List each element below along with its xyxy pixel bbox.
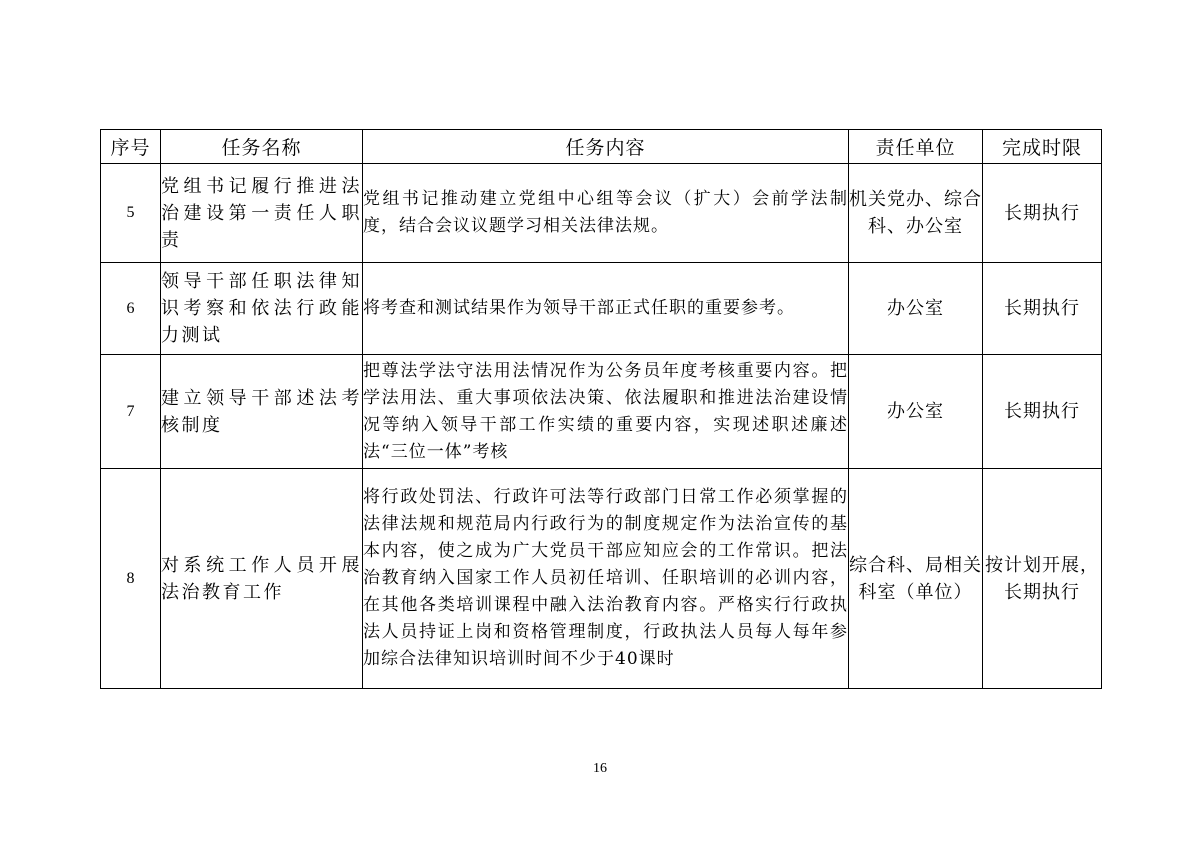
row-number: 6 [101,263,161,355]
deadline: 按计划开展，长期执行 [983,469,1102,689]
header-task-name: 任务名称 [161,130,363,164]
task-content: 将考查和测试结果作为领导干部正式任职的重要参考。 [363,263,849,355]
task-name: 建立领导干部述法考核制度 [161,355,363,469]
row-number: 5 [101,164,161,263]
task-name: 党组书记履行推进法治建设第一责任人职责 [161,164,363,263]
task-table [100,129,1102,689]
task-content: 党组书记推动建立党组中心组等会议（扩大）会前学法制度，结合会议议题学习相关法律法规。 [363,164,849,263]
header-no: 序号 [101,130,161,164]
row-number: 8 [101,469,161,689]
deadline: 长期执行 [983,164,1102,263]
table-row [101,164,1102,263]
header-task-content: 任务内容 [363,130,849,164]
table-row [101,469,1102,689]
task-content: 将行政处罚法、行政许可法等行政部门日常工作必须掌握的法律法规和规范局内行政行为的制度规定作为法治宣传的基本内容，使之成为广大党员干部应知应会的工作常识。把法治教育纳入国家工作人员初任培训、任职培训的必训内容，在其他各类培训课程中融入法治教育内容。严格实行行政执法人员持证上岗和资格管理制度，行政执法人员每人每年参加综合法律知识培训时间不少于40课时 [363,469,849,689]
header-responsible-unit: 责任单位 [849,130,983,164]
responsible-unit: 办公室 [849,263,983,355]
responsible-unit: 综合科、局相关科室（单位） [849,469,983,689]
deadline: 长期执行 [983,263,1102,355]
table-row [101,355,1102,469]
task-name: 对系统工作人员开展法治教育工作 [161,469,363,689]
page-number: 16 [593,761,607,776]
responsible-unit: 办公室 [849,355,983,469]
deadline: 长期执行 [983,355,1102,469]
row-number: 7 [101,355,161,469]
table-header-row [101,130,1102,164]
table-row [101,263,1102,355]
responsible-unit: 机关党办、综合科、办公室 [849,164,983,263]
task-content: 把尊法学法守法用法情况作为公务员年度考核重要内容。把学法用法、重大事项依法决策、依法履职和推进法治建设情况等纳入领导干部工作实绩的重要内容，实现述职述廉述法“三位一体”考核 [363,355,849,469]
header-deadline: 完成时限 [983,130,1102,164]
task-name: 领导干部任职法律知识考察和依法行政能力测试 [161,263,363,355]
